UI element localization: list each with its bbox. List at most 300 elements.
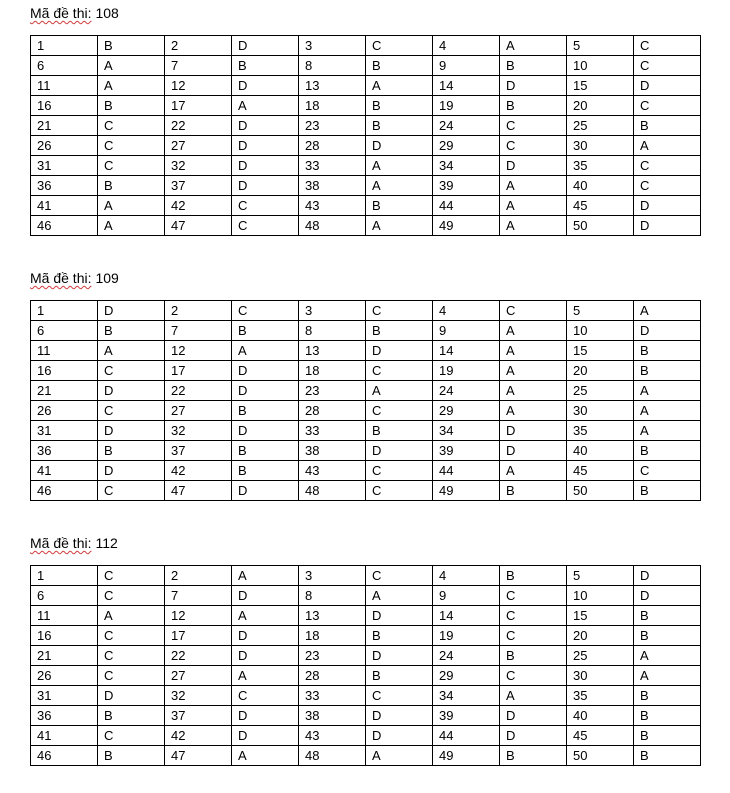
answer-cell: B bbox=[98, 36, 165, 56]
question-number-cell: 32 bbox=[165, 421, 232, 441]
question-number-cell: 20 bbox=[567, 96, 634, 116]
question-number-cell: 42 bbox=[165, 726, 232, 746]
table-row bbox=[31, 381, 701, 401]
answer-cell: B bbox=[98, 441, 165, 461]
table-row bbox=[31, 646, 701, 666]
answer-cell: B bbox=[98, 321, 165, 341]
answer-cell: D bbox=[98, 381, 165, 401]
question-number-cell: 37 bbox=[165, 706, 232, 726]
question-number-cell: 49 bbox=[433, 481, 500, 501]
table-row bbox=[31, 321, 701, 341]
answer-cell: A bbox=[634, 301, 701, 321]
table-row bbox=[31, 116, 701, 136]
answer-cell: C bbox=[98, 136, 165, 156]
answer-cell: B bbox=[634, 706, 701, 726]
answer-cell: B bbox=[500, 96, 567, 116]
answer-cell: D bbox=[366, 441, 433, 461]
answer-cell: C bbox=[98, 586, 165, 606]
question-number-cell: 18 bbox=[299, 361, 366, 381]
answer-cell: A bbox=[232, 96, 299, 116]
question-number-cell: 34 bbox=[433, 156, 500, 176]
exam-code-label: Mã đề thi: bbox=[30, 535, 92, 551]
question-number-cell: 15 bbox=[567, 341, 634, 361]
question-number-cell: 20 bbox=[567, 361, 634, 381]
table-row bbox=[31, 441, 701, 461]
question-number-cell: 7 bbox=[165, 321, 232, 341]
answer-cell: C bbox=[98, 726, 165, 746]
question-number-cell: 50 bbox=[567, 481, 634, 501]
answer-cell: A bbox=[634, 421, 701, 441]
answer-cell: B bbox=[500, 746, 567, 766]
answer-cell: C bbox=[634, 36, 701, 56]
question-number-cell: 3 bbox=[299, 36, 366, 56]
answer-cell: A bbox=[634, 666, 701, 686]
question-number-cell: 8 bbox=[299, 56, 366, 76]
answer-cell: A bbox=[98, 56, 165, 76]
question-number-cell: 28 bbox=[299, 666, 366, 686]
answer-cell: D bbox=[634, 321, 701, 341]
question-number-cell: 14 bbox=[433, 341, 500, 361]
question-number-cell: 13 bbox=[299, 76, 366, 96]
answer-cell: D bbox=[500, 726, 567, 746]
question-number-cell: 11 bbox=[31, 76, 98, 96]
answer-cell: A bbox=[500, 401, 567, 421]
answer-cell: D bbox=[98, 421, 165, 441]
question-number-cell: 18 bbox=[299, 96, 366, 116]
question-number-cell: 35 bbox=[567, 421, 634, 441]
question-number-cell: 29 bbox=[433, 401, 500, 421]
question-number-cell: 46 bbox=[31, 216, 98, 236]
question-number-cell: 44 bbox=[433, 726, 500, 746]
exam-code-heading bbox=[30, 4, 119, 22]
answer-cell: C bbox=[634, 176, 701, 196]
question-number-cell: 1 bbox=[31, 566, 98, 586]
answer-cell: B bbox=[634, 746, 701, 766]
question-number-cell: 30 bbox=[567, 666, 634, 686]
answer-cell: D bbox=[232, 381, 299, 401]
answer-cell: A bbox=[232, 341, 299, 361]
table-row bbox=[31, 176, 701, 196]
answer-key-table bbox=[30, 300, 701, 501]
question-number-cell: 34 bbox=[433, 421, 500, 441]
answer-cell: A bbox=[500, 196, 567, 216]
question-number-cell: 45 bbox=[567, 726, 634, 746]
question-number-cell: 49 bbox=[433, 216, 500, 236]
answer-cell: A bbox=[98, 76, 165, 96]
answer-cell: B bbox=[366, 96, 433, 116]
question-number-cell: 12 bbox=[165, 606, 232, 626]
answer-cell: C bbox=[232, 686, 299, 706]
question-number-cell: 30 bbox=[567, 401, 634, 421]
question-number-cell: 21 bbox=[31, 381, 98, 401]
answer-cell: D bbox=[98, 301, 165, 321]
table-row bbox=[31, 36, 701, 56]
question-number-cell: 22 bbox=[165, 116, 232, 136]
question-number-cell: 7 bbox=[165, 56, 232, 76]
question-number-cell: 10 bbox=[567, 586, 634, 606]
question-number-cell: 22 bbox=[165, 381, 232, 401]
answer-cell: B bbox=[366, 626, 433, 646]
exam-code-heading bbox=[30, 269, 119, 287]
question-number-cell: 24 bbox=[433, 116, 500, 136]
answer-cell: A bbox=[366, 216, 433, 236]
answer-cell: A bbox=[366, 176, 433, 196]
table-row bbox=[31, 461, 701, 481]
table-row bbox=[31, 196, 701, 216]
answer-cell: C bbox=[98, 481, 165, 501]
answer-cell: A bbox=[98, 216, 165, 236]
question-number-cell: 4 bbox=[433, 301, 500, 321]
answer-cell: A bbox=[98, 341, 165, 361]
question-number-cell: 35 bbox=[567, 686, 634, 706]
exam-code-value: 108 bbox=[95, 5, 119, 21]
answer-cell: A bbox=[98, 196, 165, 216]
table-row bbox=[31, 746, 701, 766]
answer-cell: A bbox=[98, 606, 165, 626]
question-number-cell: 4 bbox=[433, 36, 500, 56]
answer-cell: C bbox=[366, 686, 433, 706]
answer-cell: D bbox=[232, 586, 299, 606]
answer-cell: D bbox=[232, 76, 299, 96]
question-number-cell: 14 bbox=[433, 606, 500, 626]
question-number-cell: 9 bbox=[433, 321, 500, 341]
question-number-cell: 6 bbox=[31, 321, 98, 341]
answer-cell: A bbox=[634, 136, 701, 156]
question-number-cell: 14 bbox=[433, 76, 500, 96]
answer-cell: B bbox=[98, 96, 165, 116]
answer-cell: C bbox=[500, 586, 567, 606]
answer-cell: C bbox=[366, 301, 433, 321]
answer-cell: D bbox=[366, 726, 433, 746]
answer-cell: D bbox=[232, 646, 299, 666]
question-number-cell: 42 bbox=[165, 196, 232, 216]
question-number-cell: 5 bbox=[567, 566, 634, 586]
question-number-cell: 40 bbox=[567, 176, 634, 196]
question-number-cell: 4 bbox=[433, 566, 500, 586]
question-number-cell: 31 bbox=[31, 686, 98, 706]
answer-cell: A bbox=[500, 461, 567, 481]
answer-cell: C bbox=[98, 666, 165, 686]
question-number-cell: 19 bbox=[433, 96, 500, 116]
answer-cell: D bbox=[366, 136, 433, 156]
answer-cell: C bbox=[500, 136, 567, 156]
answer-cell: B bbox=[500, 481, 567, 501]
table-row bbox=[31, 706, 701, 726]
answer-cell: D bbox=[500, 441, 567, 461]
question-number-cell: 39 bbox=[433, 706, 500, 726]
answer-cell: C bbox=[366, 461, 433, 481]
question-number-cell: 26 bbox=[31, 136, 98, 156]
answer-cell: D bbox=[232, 626, 299, 646]
question-number-cell: 37 bbox=[165, 441, 232, 461]
question-number-cell: 10 bbox=[567, 56, 634, 76]
answer-cell: B bbox=[366, 116, 433, 136]
question-number-cell: 31 bbox=[31, 156, 98, 176]
answer-cell: B bbox=[500, 646, 567, 666]
answer-cell: A bbox=[500, 216, 567, 236]
question-number-cell: 2 bbox=[165, 566, 232, 586]
answer-cell: A bbox=[366, 156, 433, 176]
question-number-cell: 22 bbox=[165, 646, 232, 666]
question-number-cell: 41 bbox=[31, 196, 98, 216]
question-number-cell: 10 bbox=[567, 321, 634, 341]
answer-cell: B bbox=[500, 566, 567, 586]
question-number-cell: 41 bbox=[31, 461, 98, 481]
answer-cell: A bbox=[634, 381, 701, 401]
table-row bbox=[31, 666, 701, 686]
answer-cell: C bbox=[232, 301, 299, 321]
question-number-cell: 12 bbox=[165, 76, 232, 96]
question-number-cell: 26 bbox=[31, 401, 98, 421]
question-number-cell: 28 bbox=[299, 401, 366, 421]
question-number-cell: 38 bbox=[299, 706, 366, 726]
question-number-cell: 15 bbox=[567, 76, 634, 96]
question-number-cell: 21 bbox=[31, 116, 98, 136]
answer-cell: C bbox=[366, 401, 433, 421]
question-number-cell: 19 bbox=[433, 626, 500, 646]
table-row bbox=[31, 481, 701, 501]
question-number-cell: 23 bbox=[299, 646, 366, 666]
answer-cell: C bbox=[634, 156, 701, 176]
question-number-cell: 33 bbox=[299, 421, 366, 441]
answer-cell: C bbox=[366, 481, 433, 501]
question-number-cell: 9 bbox=[433, 56, 500, 76]
answer-cell: B bbox=[634, 441, 701, 461]
answer-cell: A bbox=[634, 401, 701, 421]
answer-cell: C bbox=[98, 626, 165, 646]
question-number-cell: 6 bbox=[31, 56, 98, 76]
answer-cell: C bbox=[500, 116, 567, 136]
question-number-cell: 48 bbox=[299, 216, 366, 236]
question-number-cell: 43 bbox=[299, 196, 366, 216]
answer-cell: C bbox=[98, 401, 165, 421]
question-number-cell: 50 bbox=[567, 746, 634, 766]
answer-cell: A bbox=[500, 361, 567, 381]
table-row bbox=[31, 686, 701, 706]
question-number-cell: 9 bbox=[433, 586, 500, 606]
question-number-cell: 16 bbox=[31, 626, 98, 646]
answer-cell: C bbox=[98, 116, 165, 136]
question-number-cell: 48 bbox=[299, 746, 366, 766]
question-number-cell: 17 bbox=[165, 361, 232, 381]
question-number-cell: 37 bbox=[165, 176, 232, 196]
answer-cell: D bbox=[500, 156, 567, 176]
answer-cell: B bbox=[232, 461, 299, 481]
answer-cell: B bbox=[232, 56, 299, 76]
question-number-cell: 47 bbox=[165, 216, 232, 236]
answer-cell: C bbox=[634, 461, 701, 481]
answer-cell: B bbox=[500, 56, 567, 76]
answer-cell: D bbox=[232, 176, 299, 196]
answer-cell: A bbox=[500, 321, 567, 341]
answer-cell: B bbox=[366, 56, 433, 76]
exam-code-label: Mã đề thi: bbox=[30, 270, 92, 286]
answer-cell: C bbox=[500, 626, 567, 646]
question-number-cell: 16 bbox=[31, 96, 98, 116]
answer-cell: A bbox=[500, 381, 567, 401]
answer-cell: D bbox=[232, 156, 299, 176]
answer-cell: B bbox=[634, 686, 701, 706]
question-number-cell: 5 bbox=[567, 36, 634, 56]
table-row bbox=[31, 586, 701, 606]
answer-cell: B bbox=[634, 606, 701, 626]
question-number-cell: 36 bbox=[31, 176, 98, 196]
table-row bbox=[31, 156, 701, 176]
answer-cell: A bbox=[232, 606, 299, 626]
question-number-cell: 15 bbox=[567, 606, 634, 626]
answer-cell: B bbox=[232, 321, 299, 341]
answer-cell: C bbox=[366, 36, 433, 56]
answer-cell: D bbox=[98, 461, 165, 481]
question-number-cell: 3 bbox=[299, 301, 366, 321]
answer-cell: B bbox=[366, 321, 433, 341]
question-number-cell: 41 bbox=[31, 726, 98, 746]
answer-cell: B bbox=[634, 361, 701, 381]
answer-cell: B bbox=[634, 116, 701, 136]
answer-cell: D bbox=[232, 706, 299, 726]
question-number-cell: 34 bbox=[433, 686, 500, 706]
question-number-cell: 13 bbox=[299, 341, 366, 361]
question-number-cell: 25 bbox=[567, 646, 634, 666]
question-number-cell: 33 bbox=[299, 156, 366, 176]
question-number-cell: 23 bbox=[299, 116, 366, 136]
question-number-cell: 8 bbox=[299, 586, 366, 606]
question-number-cell: 48 bbox=[299, 481, 366, 501]
answer-cell: C bbox=[98, 156, 165, 176]
answer-cell: D bbox=[634, 566, 701, 586]
answer-cell: B bbox=[232, 401, 299, 421]
question-number-cell: 11 bbox=[31, 341, 98, 361]
question-number-cell: 8 bbox=[299, 321, 366, 341]
question-number-cell: 24 bbox=[433, 381, 500, 401]
question-number-cell: 29 bbox=[433, 666, 500, 686]
question-number-cell: 31 bbox=[31, 421, 98, 441]
answer-cell: C bbox=[634, 96, 701, 116]
question-number-cell: 43 bbox=[299, 461, 366, 481]
answer-cell: D bbox=[232, 361, 299, 381]
question-number-cell: 12 bbox=[165, 341, 232, 361]
question-number-cell: 43 bbox=[299, 726, 366, 746]
answer-cell: D bbox=[366, 706, 433, 726]
answer-cell: C bbox=[232, 216, 299, 236]
question-number-cell: 35 bbox=[567, 156, 634, 176]
question-number-cell: 23 bbox=[299, 381, 366, 401]
exam-code-heading bbox=[30, 534, 118, 552]
question-number-cell: 17 bbox=[165, 96, 232, 116]
table-row bbox=[31, 361, 701, 381]
question-number-cell: 27 bbox=[165, 666, 232, 686]
answer-cell: A bbox=[500, 176, 567, 196]
question-number-cell: 24 bbox=[433, 646, 500, 666]
table-row bbox=[31, 136, 701, 156]
table-row bbox=[31, 56, 701, 76]
question-number-cell: 13 bbox=[299, 606, 366, 626]
answer-cell: D bbox=[232, 136, 299, 156]
answer-cell: D bbox=[232, 116, 299, 136]
answer-cell: D bbox=[634, 216, 701, 236]
answer-cell: C bbox=[500, 666, 567, 686]
question-number-cell: 47 bbox=[165, 481, 232, 501]
answer-cell: B bbox=[634, 726, 701, 746]
table-row bbox=[31, 96, 701, 116]
table-row bbox=[31, 76, 701, 96]
answer-cell: C bbox=[98, 361, 165, 381]
question-number-cell: 40 bbox=[567, 706, 634, 726]
answer-cell: A bbox=[232, 746, 299, 766]
answer-cell: C bbox=[366, 566, 433, 586]
answer-cell: C bbox=[500, 606, 567, 626]
answer-cell: A bbox=[232, 666, 299, 686]
table-row bbox=[31, 401, 701, 421]
question-number-cell: 27 bbox=[165, 401, 232, 421]
answer-cell: B bbox=[98, 746, 165, 766]
answer-cell: B bbox=[366, 666, 433, 686]
answer-cell: A bbox=[634, 646, 701, 666]
question-number-cell: 45 bbox=[567, 461, 634, 481]
answer-cell: A bbox=[500, 341, 567, 361]
answer-key-table bbox=[30, 35, 701, 236]
question-number-cell: 36 bbox=[31, 441, 98, 461]
question-number-cell: 6 bbox=[31, 586, 98, 606]
answer-cell: D bbox=[366, 646, 433, 666]
question-number-cell: 21 bbox=[31, 646, 98, 666]
table-row bbox=[31, 566, 701, 586]
table-row bbox=[31, 216, 701, 236]
question-number-cell: 28 bbox=[299, 136, 366, 156]
question-number-cell: 39 bbox=[433, 441, 500, 461]
question-number-cell: 29 bbox=[433, 136, 500, 156]
answer-cell: C bbox=[366, 361, 433, 381]
question-number-cell: 16 bbox=[31, 361, 98, 381]
answer-cell: A bbox=[500, 686, 567, 706]
answer-cell: A bbox=[500, 36, 567, 56]
question-number-cell: 50 bbox=[567, 216, 634, 236]
question-number-cell: 5 bbox=[567, 301, 634, 321]
question-number-cell: 40 bbox=[567, 441, 634, 461]
question-number-cell: 49 bbox=[433, 746, 500, 766]
answer-cell: D bbox=[500, 706, 567, 726]
question-number-cell: 19 bbox=[433, 361, 500, 381]
answer-cell: D bbox=[232, 36, 299, 56]
question-number-cell: 3 bbox=[299, 566, 366, 586]
question-number-cell: 1 bbox=[31, 36, 98, 56]
question-number-cell: 36 bbox=[31, 706, 98, 726]
answer-cell: B bbox=[634, 626, 701, 646]
answer-cell: D bbox=[500, 421, 567, 441]
table-row bbox=[31, 341, 701, 361]
answer-cell: A bbox=[366, 746, 433, 766]
answer-cell: C bbox=[98, 646, 165, 666]
question-number-cell: 30 bbox=[567, 136, 634, 156]
answer-cell: A bbox=[366, 586, 433, 606]
answer-cell: D bbox=[232, 726, 299, 746]
answer-cell: C bbox=[634, 56, 701, 76]
answer-cell: A bbox=[366, 381, 433, 401]
table-row bbox=[31, 301, 701, 321]
answer-cell: C bbox=[98, 566, 165, 586]
exam-code-value: 109 bbox=[95, 270, 119, 286]
question-number-cell: 44 bbox=[433, 196, 500, 216]
answer-cell: D bbox=[634, 76, 701, 96]
answer-cell: B bbox=[98, 706, 165, 726]
answer-key-table bbox=[30, 565, 701, 766]
answer-cell: B bbox=[232, 441, 299, 461]
answer-cell: D bbox=[366, 606, 433, 626]
question-number-cell: 32 bbox=[165, 686, 232, 706]
question-number-cell: 39 bbox=[433, 176, 500, 196]
question-number-cell: 38 bbox=[299, 176, 366, 196]
answer-cell: B bbox=[98, 176, 165, 196]
